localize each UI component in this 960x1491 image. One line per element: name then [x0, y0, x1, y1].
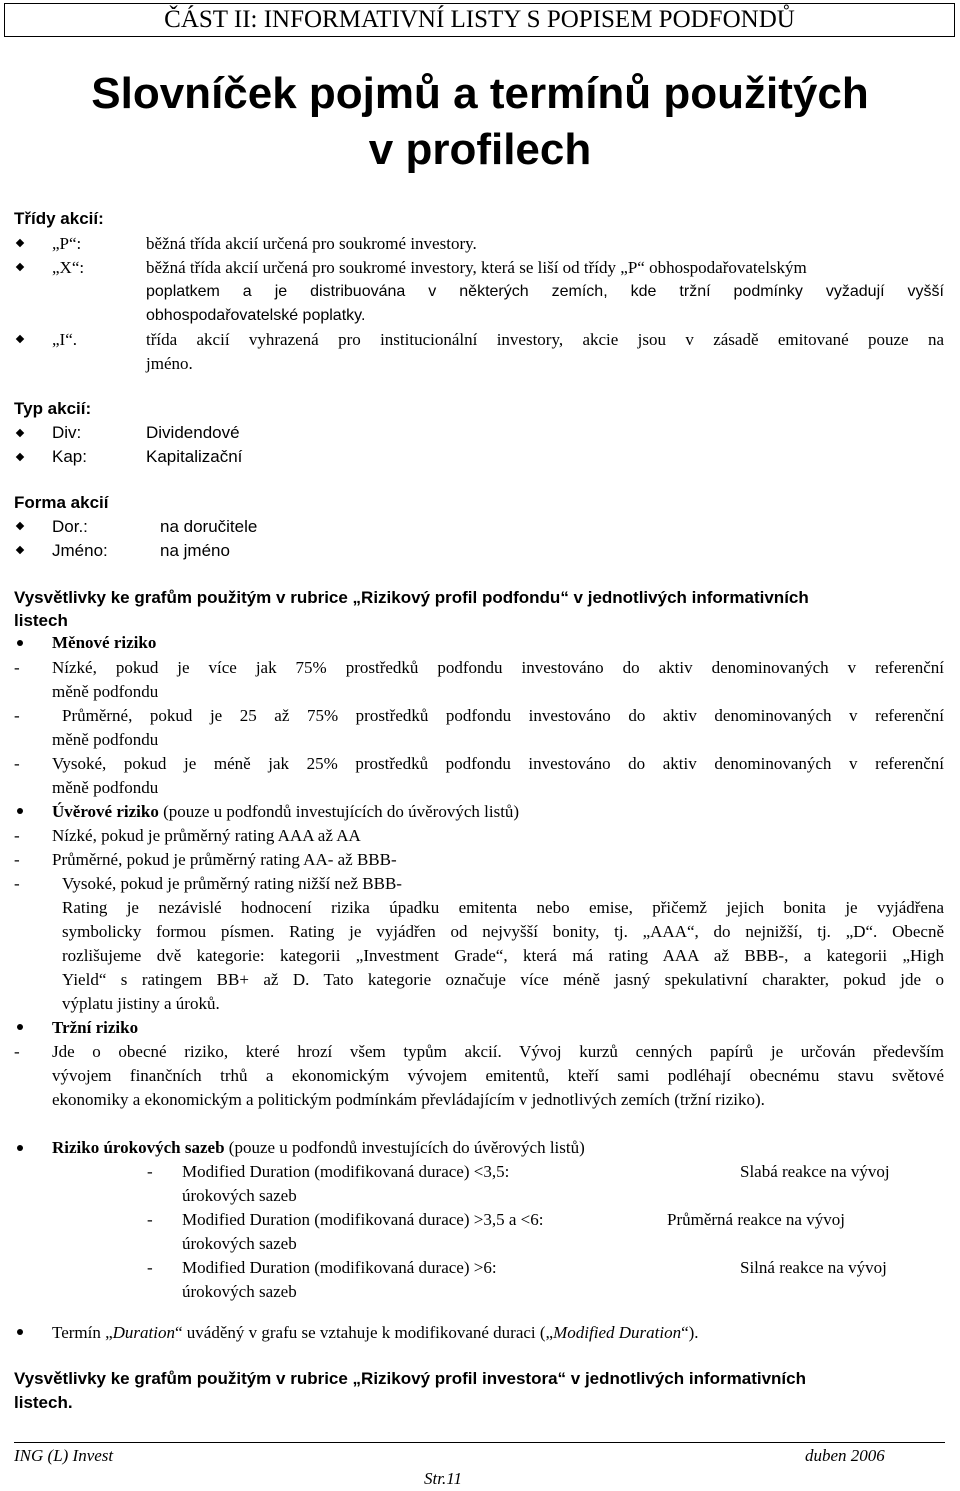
dash-marker: -	[14, 754, 20, 773]
diamond-bullet-icon	[16, 453, 24, 461]
share-type-desc: Kapitalizační	[146, 447, 243, 466]
page-title-line2: v profilech	[368, 125, 592, 174]
share-class-desc: běžná třída akcií určená pro soukromé investory.	[146, 234, 477, 253]
credit-risk-item: Průměrné, pokud je průměrný rating AA- až BBB-	[52, 850, 397, 869]
credit-risk-note: (pouze u podfondů investujících do úvěrových listů)	[158, 802, 520, 821]
share-class-term: „X“:	[52, 258, 85, 277]
dash-marker: -	[14, 706, 20, 725]
share-class-desc: poplatkem a je distribuována v některých zemích, kde tržní podmínky vyžadují vyšší	[146, 283, 944, 300]
investor-explanations-heading: listech.	[14, 1393, 73, 1412]
share-class-term: „I“.	[52, 330, 78, 349]
share-class-desc: obhospodařovatelské poplatky.	[146, 307, 366, 324]
share-type-term: Div:	[52, 423, 82, 442]
share-type-heading: Typ akcií:	[14, 399, 92, 418]
footer-rule	[14, 1442, 945, 1443]
bullet-icon	[17, 808, 23, 814]
duration-note	[52, 1321, 699, 1345]
rating-paragraph: rozlišujeme dvě kategorie: kategorii „Investment Grade“, která má rating AAA až BBB-, a kategorii „High	[62, 946, 944, 965]
currency-risk-item: měně podfondu	[52, 730, 159, 749]
bullet-icon	[17, 1329, 23, 1335]
currency-risk-item: Nízké, pokud je více jak 75% prostředků podfondu investováno do aktiv denominovaných v referenční	[52, 658, 944, 677]
bullet-icon	[17, 1145, 23, 1151]
footer-right: duben 2006	[805, 1446, 885, 1465]
dash-marker: -	[14, 874, 20, 893]
page-title-line1: Slovníček pojmů a termínů použitých	[91, 69, 869, 118]
diamond-bullet-icon	[16, 263, 24, 271]
interest-risk-note: (pouze u podfondů investujících do úvěrových listů)	[224, 1138, 585, 1157]
share-form-heading: Forma akcií	[14, 493, 109, 512]
duration-reaction: Silná reakce na vývoj	[740, 1258, 887, 1277]
diamond-bullet-icon	[16, 546, 24, 554]
interest-risk-title: Riziko úrokových sazeb	[52, 1138, 225, 1157]
dash-marker: -	[147, 1210, 153, 1229]
share-form-term: Jméno:	[52, 541, 108, 560]
duration-reaction-cont: úrokových sazeb	[182, 1282, 297, 1301]
currency-risk-title: Měnové riziko	[52, 633, 157, 652]
footer-left: ING (L) Invest	[14, 1446, 114, 1465]
rating-paragraph: Rating je nezávislé hodnocení rizika úpadku emitenta nebo emise, přičemž jejich bonita je vyjádřena	[62, 898, 944, 917]
explanations-heading: listech	[14, 611, 68, 630]
currency-risk-item: měně podfondu	[52, 682, 159, 701]
bullet-icon	[17, 1024, 23, 1030]
market-risk-text: ekonomiky a ekonomickým a politickým podmínkám převládajícím v jednotlivých zemích (tržní riziko).	[52, 1090, 765, 1109]
share-type-term: Kap:	[52, 447, 87, 466]
dash-marker: -	[14, 826, 20, 845]
duration-note-text: “).	[681, 1323, 699, 1342]
rating-paragraph: výplatu jistiny a úroků.	[62, 994, 220, 1013]
share-form-desc: na doručitele	[160, 517, 258, 536]
diamond-bullet-icon	[16, 522, 24, 530]
dash-marker: -	[14, 658, 20, 677]
share-class-desc: jméno.	[146, 354, 193, 373]
duration-note-text: Termín „	[52, 1323, 113, 1342]
investor-explanations-heading: Vysvětlivky ke grafům použitým v rubrice „Rizikový profil investora“ v jednotlivých informativních	[14, 1369, 806, 1388]
dash-marker: -	[147, 1258, 153, 1277]
currency-risk-item: Vysoké, pokud je méně jak 25% prostředků podfondu investováno do aktiv denominovaných v referenční	[52, 754, 944, 773]
page-number: Str.11	[424, 1469, 462, 1488]
share-type-desc: Dividendové	[146, 423, 240, 442]
rating-paragraph: symbolicky formou písmen. Rating je vyjádřen od nejvyšší bonity, tj. „AAA“, do nejnižší, tj. „D“. Obecně	[62, 922, 944, 941]
credit-risk-item: Nízké, pokud je průměrný rating AAA až AA	[52, 826, 361, 845]
modified-duration-term: Modified Duration	[553, 1323, 682, 1342]
duration-reaction-cont: úrokových sazeb	[182, 1186, 297, 1205]
currency-risk-item: měně podfondu	[52, 778, 159, 797]
credit-risk-item: Vysoké, pokud je průměrný rating nižší než BBB-	[62, 874, 402, 893]
duration-term: Duration	[112, 1323, 175, 1342]
market-risk-text: vývojem finančních trhů a ekonomickým vývojem emitentů, kteří sami podléhají obecnému stavu světové	[52, 1066, 944, 1085]
share-class-desc: běžná třída akcií určená pro soukromé investory, která se liší od třídy „P“ obhospodařovatelským	[146, 258, 807, 277]
share-class-term: „P“:	[52, 234, 82, 253]
share-form-term: Dor.:	[52, 517, 88, 536]
part-header: ČÁST II: INFORMATIVNÍ LISTY S POPISEM PODFONDŮ	[4, 3, 955, 37]
duration-label: Modified Duration (modifikovaná durace) <3,5:	[182, 1162, 510, 1181]
credit-risk-heading	[52, 800, 519, 824]
duration-reaction-cont: úrokových sazeb	[182, 1234, 297, 1253]
market-risk-title: Tržní riziko	[52, 1018, 139, 1037]
dash-marker: -	[14, 850, 20, 869]
duration-reaction: Slabá reakce na vývoj	[740, 1162, 890, 1181]
market-risk-text: Jde o obecné riziko, které hrozí všem typům akcií. Vývoj kurzů cenných papírů je určován především	[52, 1042, 944, 1061]
bullet-icon	[17, 640, 23, 646]
credit-risk-title: Úvěrové riziko	[52, 802, 159, 821]
diamond-bullet-icon	[16, 335, 24, 343]
diamond-bullet-icon	[16, 429, 24, 437]
dash-marker: -	[147, 1162, 153, 1181]
interest-risk-heading	[52, 1136, 585, 1160]
duration-note-text: “ uváděný v grafu se vztahuje k modifikované duraci („	[175, 1323, 554, 1342]
duration-label: Modified Duration (modifikovaná durace) >3,5 a <6:	[182, 1210, 544, 1229]
rating-paragraph: Yield“ s ratingem BB+ až D. Tato kategorie označuje více méně jasný spekulativní charakter, pokud jde o	[62, 970, 944, 989]
diamond-bullet-icon	[16, 239, 24, 247]
currency-risk-item: Průměrné, pokud je 25 až 75% prostředků podfondu investováno do aktiv denominovaných v referenční	[62, 706, 944, 725]
dash-marker: -	[14, 1042, 20, 1061]
explanations-heading: Vysvětlivky ke grafům použitým v rubrice „Rizikový profil podfondu“ v jednotlivých informativních	[14, 588, 809, 607]
duration-reaction: Průměrná reakce na vývoj	[667, 1210, 845, 1229]
share-class-desc: třída akcií vyhrazená pro institucionální investory, akcie jsou v zásadě emitované pouze na	[146, 330, 944, 349]
share-classes-heading: Třídy akcií:	[14, 209, 104, 228]
share-form-desc: na jméno	[160, 541, 230, 560]
duration-label: Modified Duration (modifikovaná durace) >6:	[182, 1258, 497, 1277]
